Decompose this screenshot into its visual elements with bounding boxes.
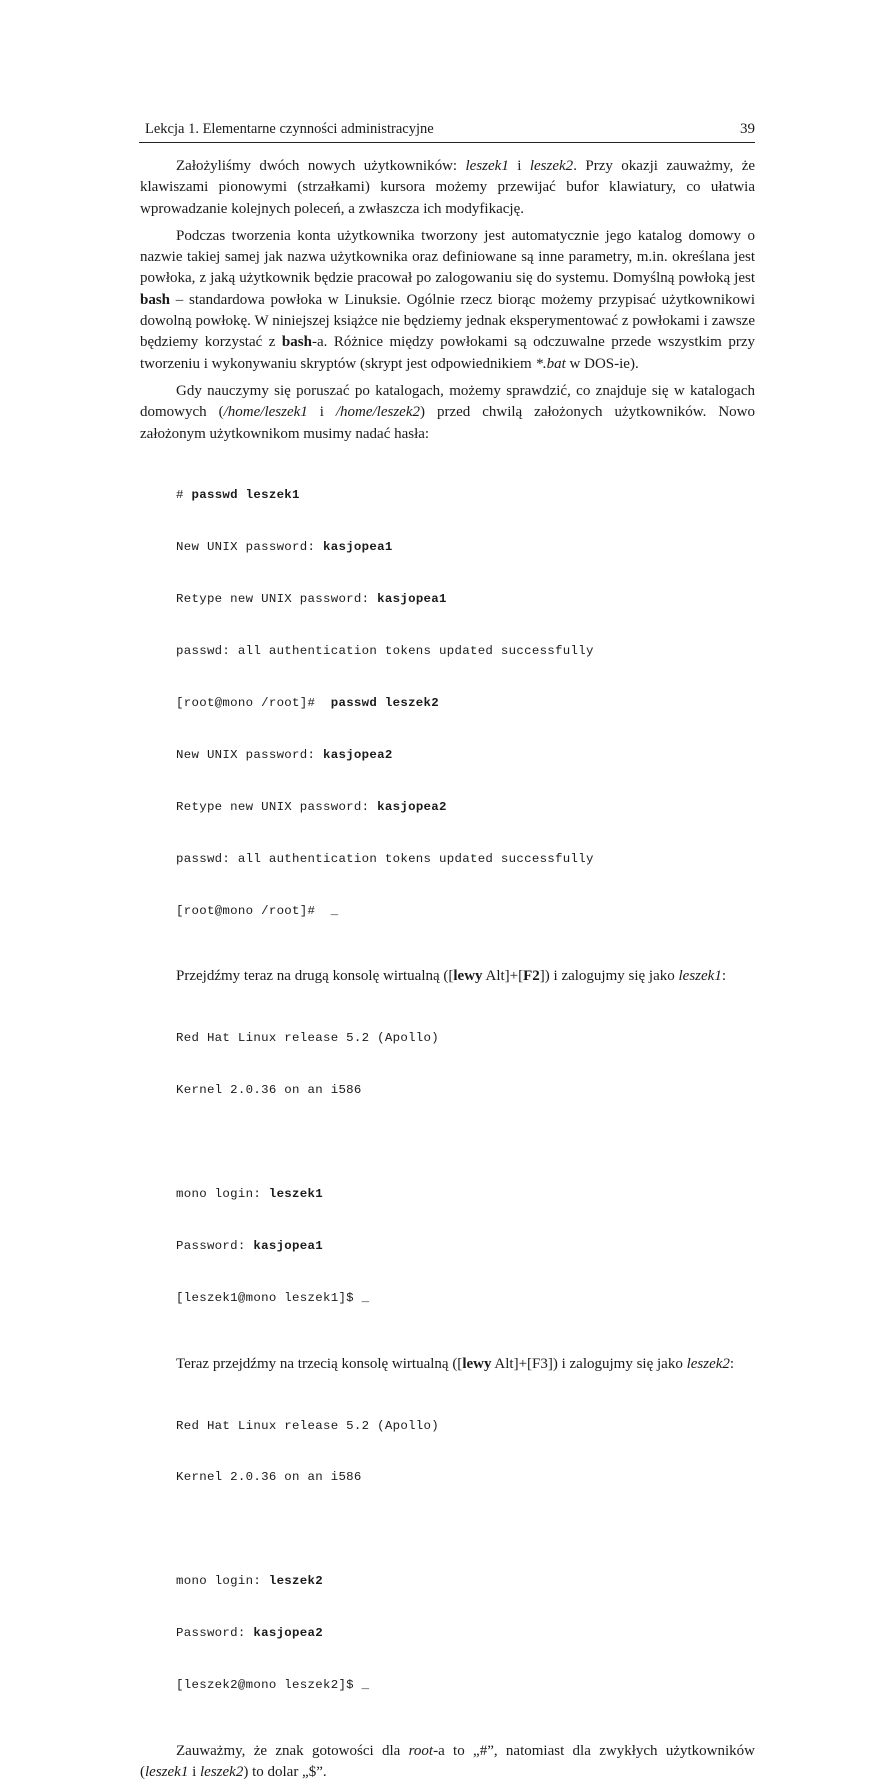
terminal-line: New UNIX password: kasjopea1 bbox=[176, 540, 393, 555]
username: leszek2 bbox=[686, 1355, 730, 1372]
terminal-line: mono login: leszek2 bbox=[176, 1574, 323, 1589]
terminal-line: [leszek2@mono leszek2]$ _ bbox=[176, 1678, 370, 1693]
paragraph-shell: Podczas tworzenia konta użytkownika tworzony jest automatycznie jego katalog domowy o nazwie takiej samej jak nazwa użytkownika oraz definiowane są inne parametry, m.in. określana jest powłoka, z jaką użytkownik będzie pracował po zalogowaniu się do systemu. Domyślną powłoką jest bash – standardowa powłoka w Linuksie. Ogólnie rzecz biorąc możemy przypisać użytkownikowi dowolną powłokę. W niniejszej książce nie będziemy jednak eksperymentować z powłokami i zawsze będziemy korzystać z bash-a. Różnice między powłokami są odczuwalne przede wszystkim przy tworzeniu i wykonywaniu skryptów (skrypt jest odpowiednikiem *.bat w DOS-ie). bbox=[140, 227, 755, 372]
page-body bbox=[140, 156, 755, 1790]
file-pattern: *.bat bbox=[535, 355, 566, 372]
paragraph-console-3: Teraz przejdźmy na trzecią konsolę wirtualną ([lewy Alt]+[F3]) i zalogujmy się jako leszek2: bbox=[176, 1355, 735, 1372]
terminal-line: Kernel 2.0.36 on an i586 bbox=[176, 1470, 362, 1485]
terminal-line: [root@mono /root]# passwd leszek2 bbox=[176, 696, 440, 711]
terminal-line: [root@mono /root]# _ bbox=[176, 903, 339, 918]
home-path: /home/leszek1 bbox=[223, 404, 308, 421]
terminal-line: Password: kasjopea2 bbox=[176, 1626, 323, 1641]
page-number: 39 bbox=[740, 121, 755, 137]
username: leszek1 bbox=[145, 1764, 189, 1781]
paragraph-console-2: Przejdźmy teraz na drugą konsolę wirtualną ([lewy Alt]+[F2]) i zalogujmy się jako leszek1: bbox=[176, 968, 726, 985]
running-header bbox=[139, 118, 755, 143]
username: root bbox=[408, 1742, 434, 1759]
terminal-line: Kernel 2.0.36 on an i586 bbox=[176, 1083, 362, 1098]
terminal-listing-login-leszek1 bbox=[176, 996, 755, 1342]
paragraph-prompt-signs: Zauważmy, że znak gotowości dla root-a to „#”, natomiast dla zwykłych użytkowników (leszek1 i leszek2) to dolar „$”. bbox=[140, 1742, 755, 1781]
terminal-line bbox=[176, 1521, 755, 1538]
shell-name: bash bbox=[281, 334, 312, 351]
shell-name: bash bbox=[140, 291, 171, 308]
paragraph-passwords: Gdy nauczymy się poruszać po katalogach, możemy sprawdzić, co znajduje się w katalogach domowych (/home/leszek1 i /home/leszek2) przed chwilą założonych użytkowników. Nowo założonym użytkownikom musimy nadać hasła: bbox=[140, 382, 755, 442]
terminal-line: Retype new UNIX password: kasjopea1 bbox=[176, 592, 447, 607]
username: leszek1 bbox=[678, 968, 722, 985]
terminal-line: New UNIX password: kasjopea2 bbox=[176, 747, 393, 762]
terminal-listing-login-leszek2 bbox=[176, 1383, 755, 1729]
terminal-line: Retype new UNIX password: kasjopea2 bbox=[176, 799, 447, 814]
terminal-line: Red Hat Linux release 5.2 (Apollo) bbox=[176, 1031, 440, 1046]
terminal-listing-passwd bbox=[176, 453, 755, 955]
terminal-line: mono login: leszek1 bbox=[176, 1187, 323, 1202]
key-name: F2 bbox=[523, 968, 540, 985]
terminal-line: passwd: all authentication tokens updated successfully bbox=[176, 851, 594, 866]
username: leszek2 bbox=[529, 158, 574, 174]
chapter-title: Lekcja 1. Elementarne czynności administracyjne bbox=[145, 121, 434, 137]
terminal-line: passwd: all authentication tokens updated successfully bbox=[176, 644, 594, 659]
username: leszek2 bbox=[200, 1764, 244, 1781]
terminal-line: Password: kasjopea1 bbox=[176, 1238, 323, 1253]
terminal-line: Red Hat Linux release 5.2 (Apollo) bbox=[176, 1418, 440, 1433]
terminal-line: # passwd leszek1 bbox=[176, 488, 300, 503]
key-name: lewy bbox=[462, 1355, 492, 1372]
username: leszek1 bbox=[465, 158, 509, 174]
key-name: lewy bbox=[453, 968, 483, 985]
home-path: /home/leszek2 bbox=[335, 404, 420, 421]
terminal-line bbox=[176, 1134, 755, 1151]
paragraph-users-created: Założyliśmy dwóch nowych użytkowników: leszek1 i leszek2. Przy okazji zauważmy, że klawiszami pionowymi (strzałkami) kursora możemy przewijać bufor klawiatury, co ułatwia wprowadzanie kolejnych poleceń, a zwłaszcza ich modyfikację. bbox=[140, 158, 756, 217]
terminal-line: [leszek1@mono leszek1]$ _ bbox=[176, 1290, 370, 1305]
